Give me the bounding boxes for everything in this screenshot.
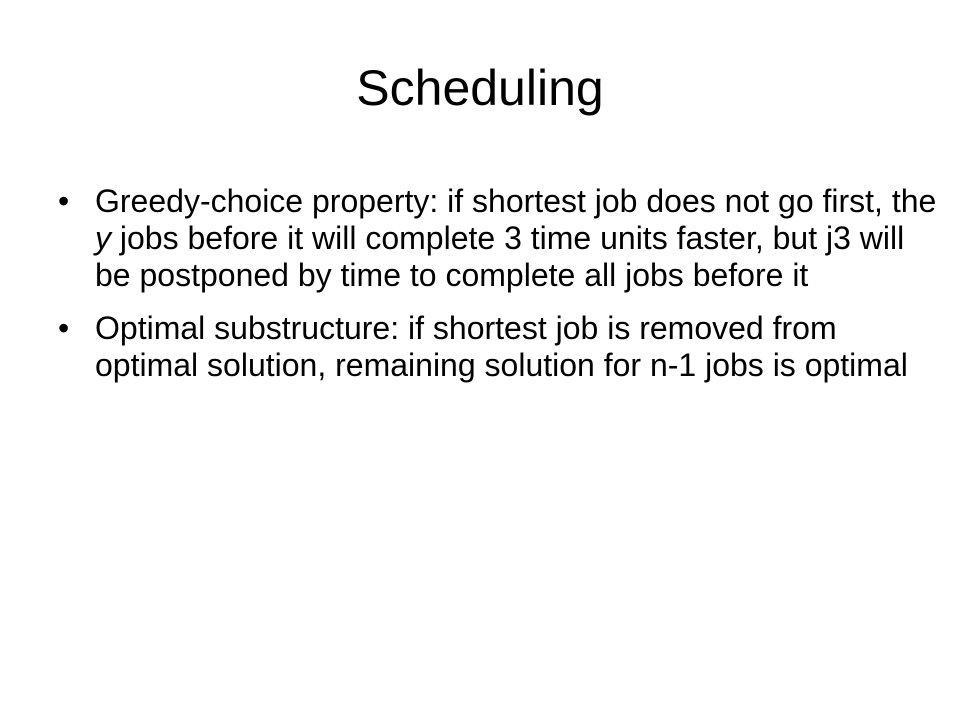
bullet-list [58, 183, 938, 400]
bullet-text: Optimal substructure: if shortest job is removed from optimal solution, remaining solution for n-1 jobs is optimal [95, 310, 908, 383]
bullet-greedy-choice [58, 183, 938, 294]
slide-title: Scheduling [356, 60, 604, 116]
bullet-text-italic: y [95, 220, 111, 256]
bullet-icon: • [58, 183, 70, 219]
bullet-text-part2: jobs before it will complete 3 time units faster, but j3 will be postponed by time to complete all jobs before it [95, 220, 905, 293]
bullet-optimal-substructure [58, 310, 938, 384]
bullet-icon: • [58, 310, 70, 346]
bullet-text-part1: Greedy-choice property: if shortest job does not go first, the [95, 183, 937, 219]
